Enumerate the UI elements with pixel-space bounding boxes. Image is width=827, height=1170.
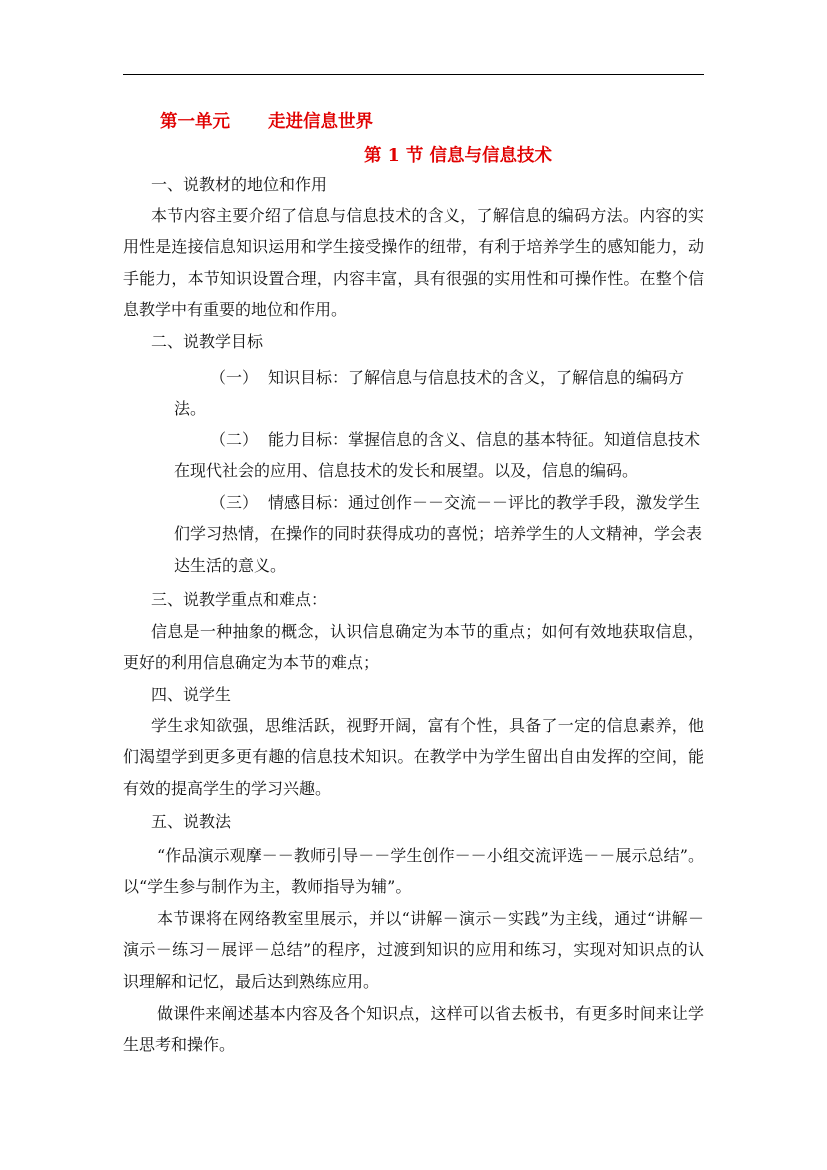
paragraph-5c: 做课件来阐述基本内容及各个知识点，这样可以省去板书，有更多时间来让学生思考和操作。 — [123, 1004, 704, 1055]
goal-text: 情感目标：通过创作－－交流－－评比的教学手段，激发学生们学习热情，在操作的同时获得成功的喜悦；培养学生的人文精神，学会表达生活的意义。 — [174, 493, 703, 575]
goal-number: （二） — [210, 430, 259, 449]
header-rule — [123, 74, 704, 75]
heading-2: 二、说教学目标 — [151, 332, 264, 351]
goal-2 — [174, 424, 704, 487]
heading-3: 三、说教学重点和难点： — [151, 590, 328, 609]
unit-subtitle: 走进信息世界 — [268, 112, 373, 132]
section-title: 第 1 节 信息与信息技术 — [364, 146, 552, 166]
goal-3 — [174, 487, 704, 581]
paragraph-5a: “作品演示观摩－－教师引导－－学生创作－－小组交流评选－－展示总结”。以“学生参与制作为主，教师指导为辅”。 — [123, 846, 704, 897]
paragraph-5b: 本节课将在网络教室里展示，并以“讲解－演示－实践”为主线，通过“讲解－演示－练习－展评－总结”的程序，过渡到知识的应用和练习，实现对知识点的认识理解和记忆，最后达到熟练应用。 — [123, 909, 704, 991]
goal-text: 知识目标：了解信息与信息技术的含义，了解信息的编码方法。 — [174, 368, 685, 419]
goal-number: （三） — [210, 493, 259, 512]
unit-title: 第一单元 — [160, 112, 230, 132]
goal-1 — [174, 362, 704, 425]
goal-number: （一） — [210, 368, 259, 387]
paragraph-1: 本节内容主要介绍了信息与信息技术的含义，了解信息的编码方法。内容的实用性是连接信息知识运用和学生接受操作的纽带，有利于培养学生的感知能力，动手能力，本节知识设置合理，内容丰富，具有很强的实用性和可操作性。在整个信息教学中有重要的地位和作用。 — [123, 206, 704, 320]
heading-4: 四、说学生 — [151, 685, 232, 704]
paragraph-3: 信息是一种抽象的概念，认识信息确定为本节的重点；如何有效地获取信息，更好的利用信息确定为本节的难点； — [123, 622, 704, 673]
unit-title-line — [160, 108, 373, 133]
heading-1: 一、说教材的地位和作用 — [151, 175, 328, 194]
heading-5: 五、说教法 — [151, 812, 232, 831]
paragraph-4: 学生求知欲强，思维活跃，视野开阔，富有个性，具备了一定的信息素养，他们渴望学到更多更有趣的信息技术知识。在教学中为学生留出自由发挥的空间，能有效的提高学生的学习兴趣。 — [123, 716, 704, 798]
goal-text: 能力目标：掌握信息的含义、信息的基本特征。知道信息技术在现代社会的应用、信息技术的发长和展望。以及，信息的编码。 — [174, 430, 701, 481]
